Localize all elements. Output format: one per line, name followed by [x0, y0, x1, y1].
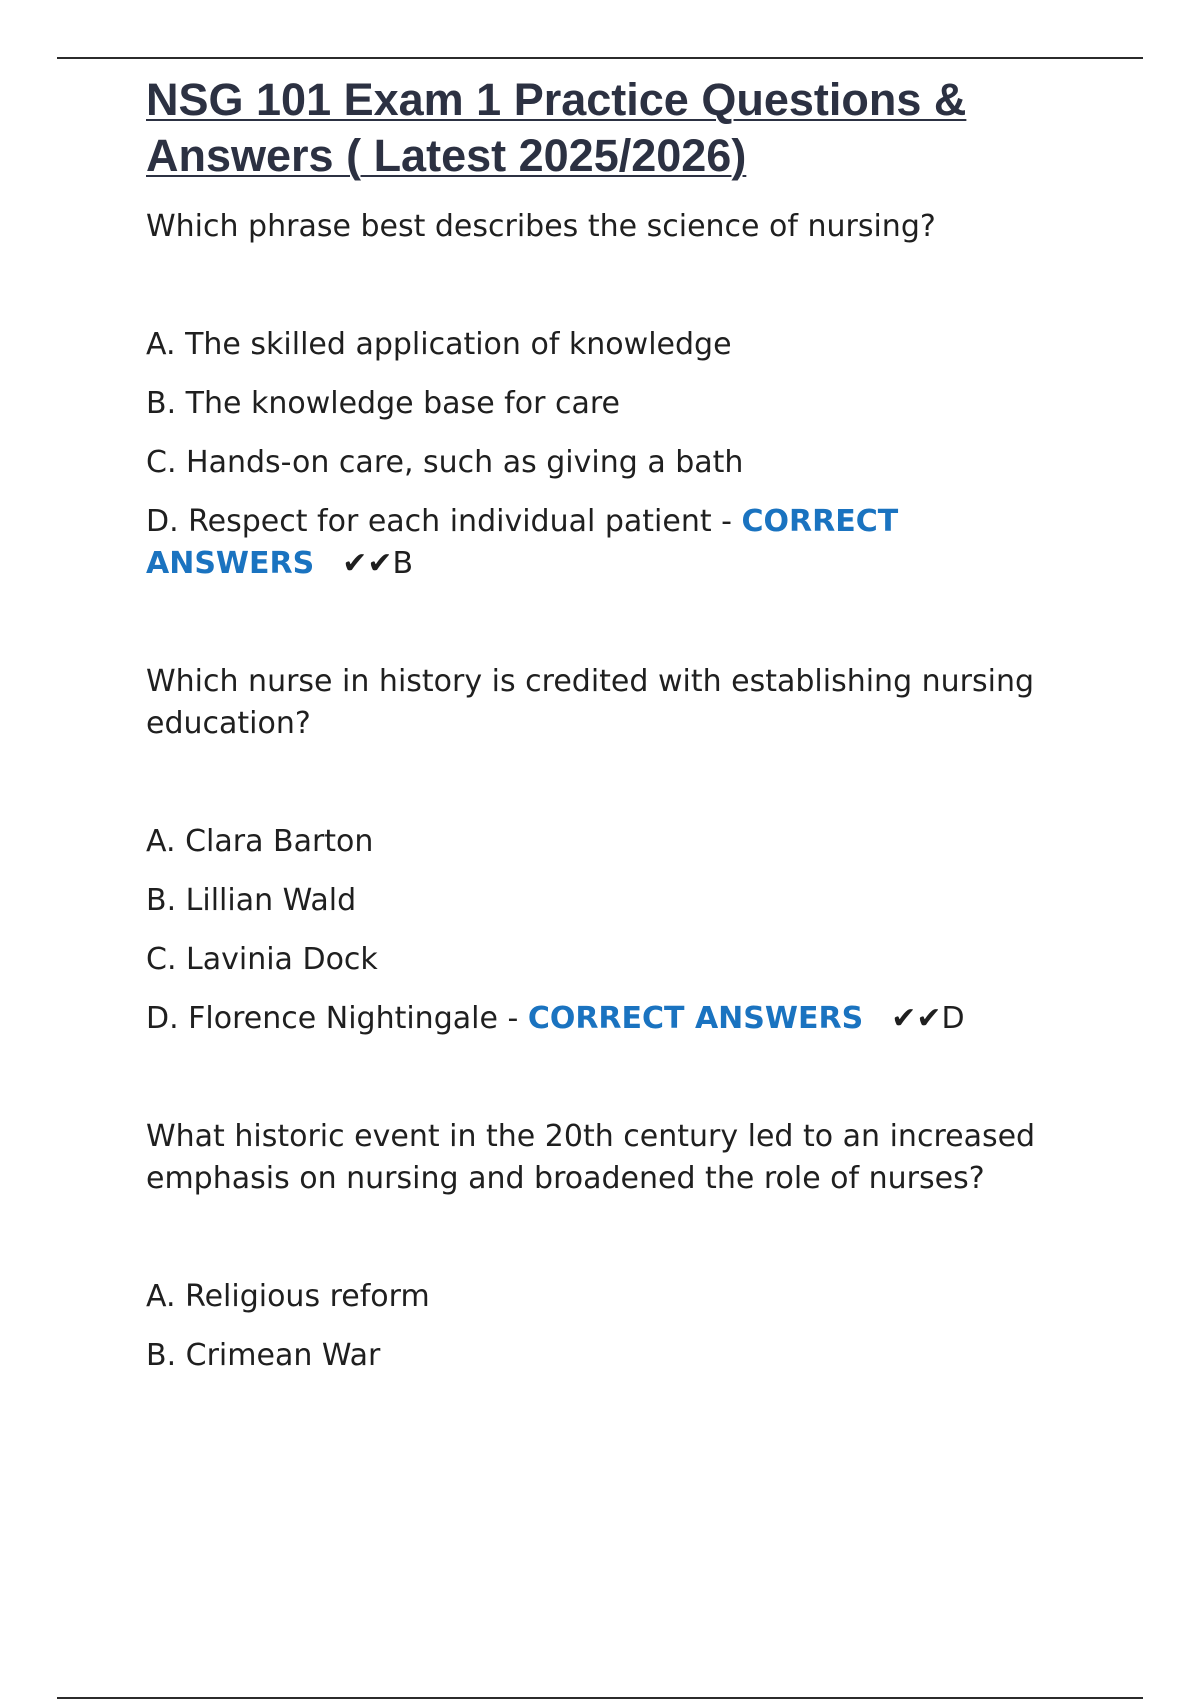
document-body [146, 72, 1106, 1377]
question-2-option-d-text: D. Florence Nightingale - [146, 1001, 528, 1036]
question-3-option-a: A. Religious reform [146, 1279, 430, 1314]
question-2-text: Which nurse in history is credited with establishing nursing education? [146, 664, 1035, 741]
question-3-option-b: B. Crimean War [146, 1338, 381, 1373]
question-1-option-b: B. The knowledge base for care [146, 386, 620, 421]
question-2-option-c: C. Lavinia Dock [146, 942, 378, 977]
question-1-answer-value: ✔✔B [342, 546, 414, 581]
top-rule [57, 57, 1143, 59]
document-title: NSG 101 Exam 1 Practice Questions & Answers ( Latest 2025/2026) [146, 74, 967, 181]
question-1-option-d-text: D. Respect for each individual patient - [146, 504, 742, 539]
question-1-option-a: A. The skilled application of knowledge [146, 327, 732, 362]
question-2-option-b: B. Lillian Wald [146, 883, 357, 918]
bottom-rule [57, 1697, 1143, 1699]
question-3-text: What historic event in the 20th century led to an increased emphasis on nursing and broadened the role of nurses? [146, 1119, 1036, 1196]
question-2-option-a: A. Clara Barton [146, 824, 374, 859]
question-2-answer-value: ✔✔D [891, 1001, 965, 1036]
question-1-answer-label: CORRECT ANSWERS [146, 504, 899, 581]
question-1-option-d [146, 501, 1106, 585]
question-1-text: Which phrase best describes the science of nursing? [146, 209, 936, 244]
question-1-option-c: C. Hands-on care, such as giving a bath [146, 445, 744, 480]
question-2-answer-label: CORRECT ANSWERS [527, 1001, 864, 1036]
question-2-option-d [146, 998, 1106, 1040]
